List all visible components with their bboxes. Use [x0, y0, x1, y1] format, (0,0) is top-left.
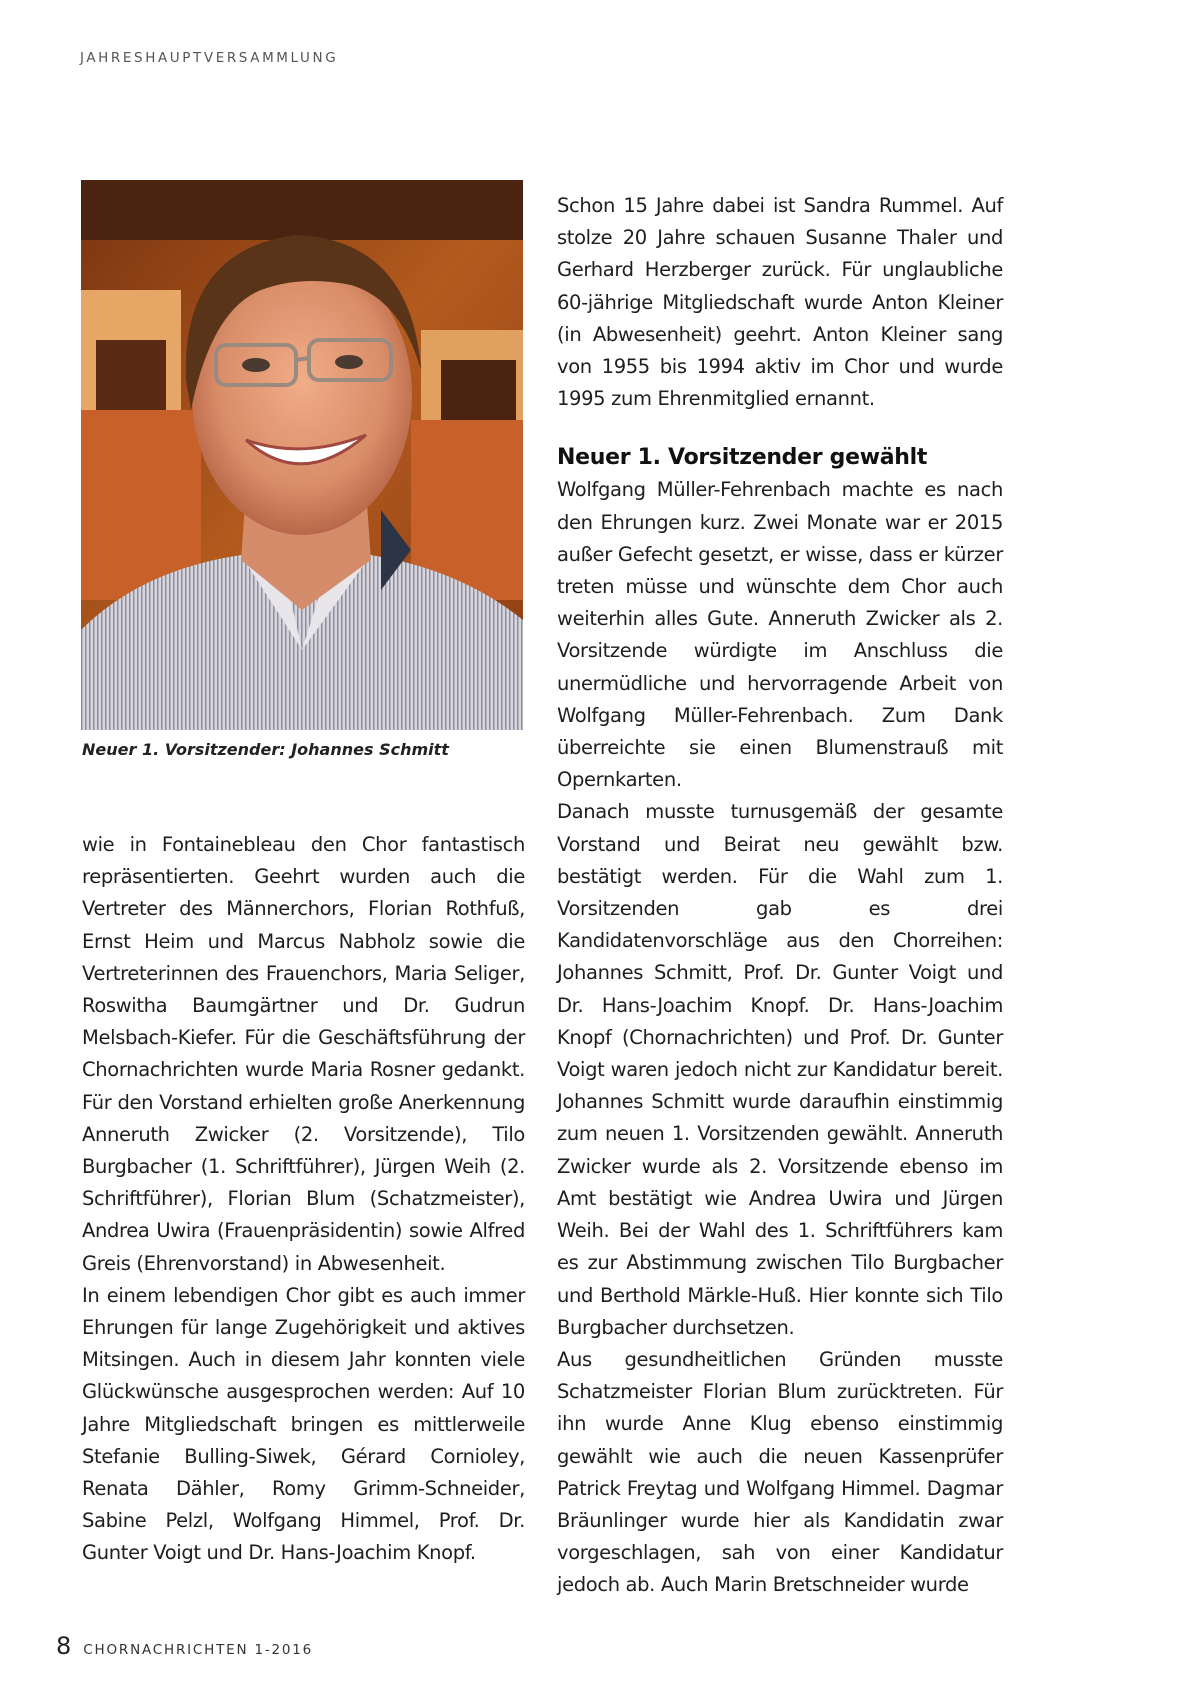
intro-paragraph: Schon 15 Jahre dabei ist Sandra Rummel. Auf stolze 20 Jahre schauen Susanne Thaler und Gerhard Herzberger zurück. Für unglaubliche 60-jährige Mitgliedschaft wurde Anton Kleiner (in Abwesenheit) geehrt. Anton Kleiner sang von 1955 bis 1994 aktiv im Chor und wurde 1995 zum Ehrenmitglied ernannt.: [557, 194, 1003, 411]
portrait-photo: [81, 180, 523, 730]
section-header: JAHRESHAUPTVERSAMMLUNG: [80, 50, 339, 66]
page-number: 8: [56, 1632, 72, 1660]
paragraph: Wolfgang Müller-Fehrenbach machte es nach den Ehrungen kurz. Zwei Monate war er 2015 außer Gefecht gesetzt, er wisse, dass er kürzer treten müsse und wünschte dem Chor auch weiterhin alles Gute. Anneruth Zwicker als 2. Vorsitzende würdigte im Anschluss die unermüdliche und hervorragende Arbeit von Wolfgang Müller-Fehrenbach. Zum Dank überreichte sie einen Blumenstrauß mit Opernkarten.: [557, 478, 1003, 792]
paragraph: Aus gesundheitlichen Gründen musste Schatzmeister Florian Blum zurücktreten. Für ihn wurde Anne Klug ebenso einstimmig gewählt wie auch die neuen Kassenprüfer Patrick Freytag und Wolfgang Himmel. Dagmar Bräunlinger wurde hier als Kandidatin zwar vorgeschlagen, sah von einer Kandidatur jedoch ab. Auch Marin Bretschneider wurde: [557, 1347, 1003, 1597]
left-column: [82, 829, 525, 1570]
photo-caption: Neuer 1. Vorsitzender: Johannes Schmitt: [82, 740, 449, 759]
portrait-image: [81, 180, 523, 730]
page-footer: [56, 1632, 313, 1660]
publication-title: CHORNACHRICHTEN 1-2016: [83, 1642, 314, 1658]
paragraph: wie in Fontainebleau den Chor fantastisch repräsentierten. Geehrt wurden auch die Vertreter des Männerchors, Florian Rothfuß, Ernst Heim und Marcus Nabholz sowie die Vertreterinnen des Frauenchors, Maria Seliger, Roswitha Baumgärtner und Dr. Gudrun Melsbach-Kiefer. Für die Geschäftsführung der Chornachrichten wurde Maria Rosner gedankt. Für den Vorstand erhielten große Anerkennung Anneruth Zwicker (2. Vorsitzende), Tilo Burgbacher (1. Schriftführer), Jürgen Weih (2. Schriftführer), Florian Blum (Schatzmeister), Andrea Uwira (Frauenpräsidentin) sowie Alfred Greis (Ehrenvorstand) in Abwesenheit.: [82, 833, 525, 1275]
paragraph: In einem lebendigen Chor gibt es auch immer Ehrungen für lange Zugehörigkeit und aktives Mitsingen. Auch in diesem Jahr konnten viele Glückwünsche ausgesprochen werden: Auf 10 Jahre Mitgliedschaft bringen es mittlerweile Stefanie Bulling-Siwek, Gérard Cornioley, Renata Dähler, Romy Grimm-Schneider, Sabine Pelzl, Wolfgang Himmel, Prof. Dr. Gunter Voigt und Dr. Hans-Joachim Knopf.: [82, 1283, 525, 1565]
right-column: [557, 190, 1003, 1602]
section-heading: Neuer 1. Vorsitzender gewählt: [557, 445, 928, 471]
paragraph: Danach musste turnusgemäß der gesamte Vorstand und Beirat neu gewählt bzw. bestätigt werden. Für die Wahl zum 1. Vorsitzenden gab es drei Kandidatenvorschläge aus den Chorreihen: Johannes Schmitt, Prof. Dr. Gunter Voigt und Dr. Hans-Joachim Knopf. Dr. Hans-Joachim Knopf (Chornachrichten) und Prof. Dr. Gunter Voigt waren jedoch nicht zur Kandidatur bereit. Johannes Schmitt wurde daraufhin einstimmig zum neuen 1. Vorsitzenden gewählt. Anneruth Zwicker wurde als 2. Vorsitzende ebenso im Amt bestätigt wie Andrea Uwira und Jürgen Weih. Bei der Wahl des 1. Schriftführers kam es zur Abstimmung zwischen Tilo Burgbacher und Berthold Märkle-Huß. Hier konnte sich Tilo Burgbacher durchsetzen.: [557, 800, 1003, 1339]
